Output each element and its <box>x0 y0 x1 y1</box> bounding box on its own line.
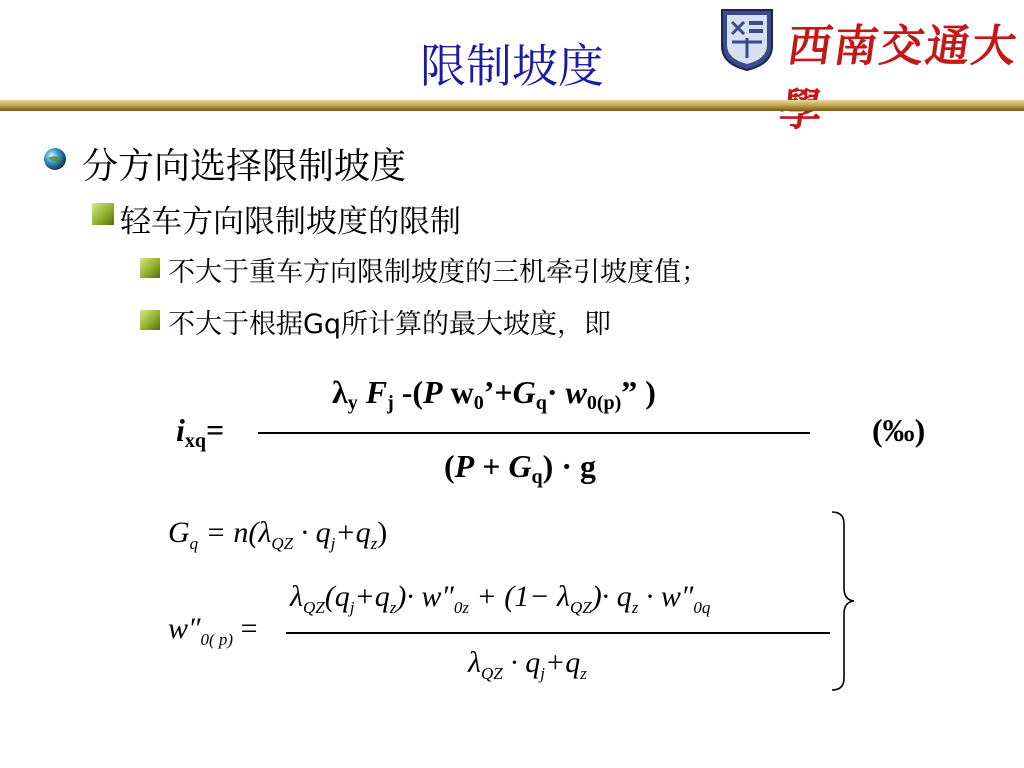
sphere-bullet-icon <box>42 146 68 172</box>
bullet-level3-text: 不大于重车方向限制坡度的三机牵引坡度值； <box>168 257 708 288</box>
formula1-lhs: $i_{xq}=$ <box>176 412 225 452</box>
university-name-logo: 西南交通大學 <box>784 21 1022 72</box>
bullet-level2-text: 轻车方向限制坡度的限制 <box>120 204 461 240</box>
bullet-level3-text: 不大于根据Gq所计算的最大坡度，即 <box>168 309 612 340</box>
square-bullet-icon <box>140 310 160 330</box>
formula2-gq-line: $G_q = n(\lambda_{QZ} \cdot q_j+q_z)$ <box>168 516 388 553</box>
formula1-unit: (‰) <box>872 412 926 448</box>
formula2-lhs: $w''_{0( p)}$ = <box>168 612 258 649</box>
formula2-fraction-bar <box>286 632 830 634</box>
formula2-denominator: $\lambda_{QZ} \cdot q_j+q_z$ <box>468 646 587 683</box>
formula1-denominator: $(P + G_q) \cdot g$ <box>444 448 596 488</box>
formula2-numerator: $\lambda_{QZ}(q_j+q_z)\cdot w''_{0z} + (1- \lambda_{QZ})\cdot q_z \cdot w''_{0q}$ <box>290 580 711 617</box>
university-seal-logo <box>718 6 776 72</box>
slide-title: 限制坡度 <box>420 39 604 93</box>
right-brace <box>828 510 858 692</box>
header-divider <box>0 100 1024 111</box>
square-bullet-icon <box>140 258 160 278</box>
bullet-level1-text: 分方向选择限制坡度 <box>82 146 407 187</box>
formula1-numerator: $\lambda_y$ $F_j$ -(P $w_0’+G_q\cdot w_{0(p)}$” ) <box>332 374 656 414</box>
formula1-fraction-bar <box>258 432 810 434</box>
square-bullet-icon <box>92 203 114 225</box>
